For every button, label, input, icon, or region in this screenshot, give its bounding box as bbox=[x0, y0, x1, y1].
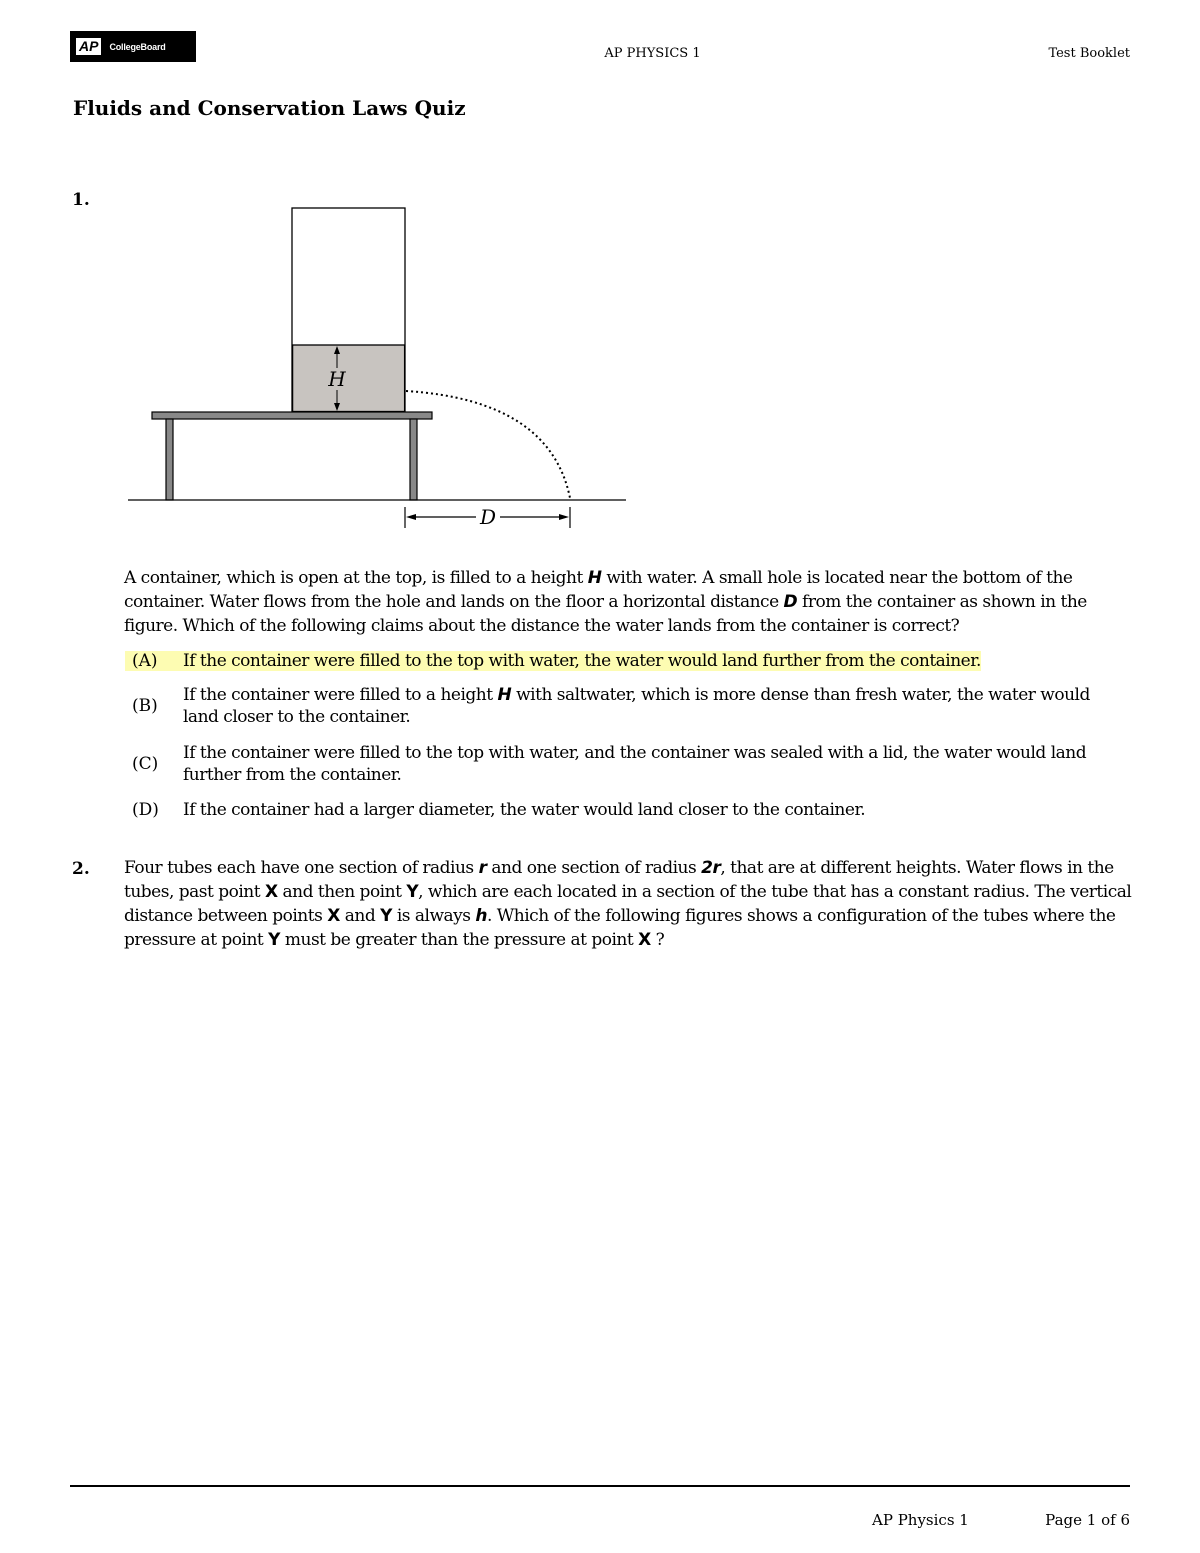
page-title: Fluids and Conservation Laws Quiz bbox=[73, 96, 466, 120]
footer-rule bbox=[70, 1485, 1130, 1487]
question-1-number: 1. bbox=[72, 190, 90, 210]
water-trajectory bbox=[406, 391, 570, 498]
choice-d-text: If the container had a larger diameter, the water would land closer to the container. bbox=[183, 800, 866, 820]
choice-a-text: If the container were filled to the top with water, the water would land further from the container. bbox=[183, 651, 981, 671]
logo-org-text: CollegeBoard bbox=[109, 41, 166, 52]
choice-d[interactable] bbox=[125, 799, 1125, 821]
choice-b[interactable] bbox=[125, 684, 1125, 728]
var-D: D bbox=[783, 592, 798, 612]
footer-course: AP Physics 1 bbox=[872, 1511, 969, 1529]
table-top bbox=[152, 412, 432, 419]
choice-c-text: If the container were filled to the top with water, and the container was sealed with a lid, the water would land further from the container. bbox=[183, 743, 1087, 785]
distance-label: D bbox=[479, 505, 497, 529]
table-leg-right bbox=[410, 419, 417, 500]
question-2-stem: Four tubes each have one section of radius r and one section of radius 2r, that are at different heights. Water flows in the tubes, past point X and then point Y, which are each located in a section of the tube that has a constant radius. The vertical distance between points X and Y is always h. Which of the following figures shows a configuration of the tubes where the pressure at point Y must be greater than the pressure at point X ? bbox=[124, 858, 1132, 950]
height-label: H bbox=[328, 367, 346, 391]
distance-arrow-right-head bbox=[559, 514, 569, 520]
choice-c-letter: (C) bbox=[132, 754, 159, 774]
var-H: H bbox=[587, 568, 602, 588]
choice-d-letter: (D) bbox=[132, 800, 159, 820]
table-leg-left bbox=[166, 419, 173, 500]
logo-ap-text: AP bbox=[76, 38, 101, 55]
choice-b-letter: (B) bbox=[132, 696, 158, 716]
question-1-figure bbox=[120, 200, 640, 535]
choice-b-text: If the container were filled to a height H with saltwater, which is more dense than fresh water, the water would land closer to the container. bbox=[183, 685, 1090, 727]
question-2-number: 2. bbox=[72, 859, 90, 879]
footer-page-number: Page 1 of 6 bbox=[1045, 1511, 1130, 1529]
choice-c[interactable] bbox=[125, 742, 1125, 786]
header-course: AP PHYSICS 1 bbox=[604, 46, 701, 61]
question-1-stem: A container, which is open at the top, is filled to a height H with water. A small hole is located near the bottom of the container. Water flows from the hole and lands on the floor a horizontal distance D from the container as shown in the figure. Which of the following claims about the distance the water lands from the container is correct? bbox=[124, 568, 1087, 636]
distance-arrow-left-head bbox=[406, 514, 416, 520]
choice-a-letter: (A) bbox=[125, 651, 183, 671]
header-booklet: Test Booklet bbox=[1048, 46, 1130, 61]
choice-a[interactable] bbox=[125, 650, 1125, 672]
